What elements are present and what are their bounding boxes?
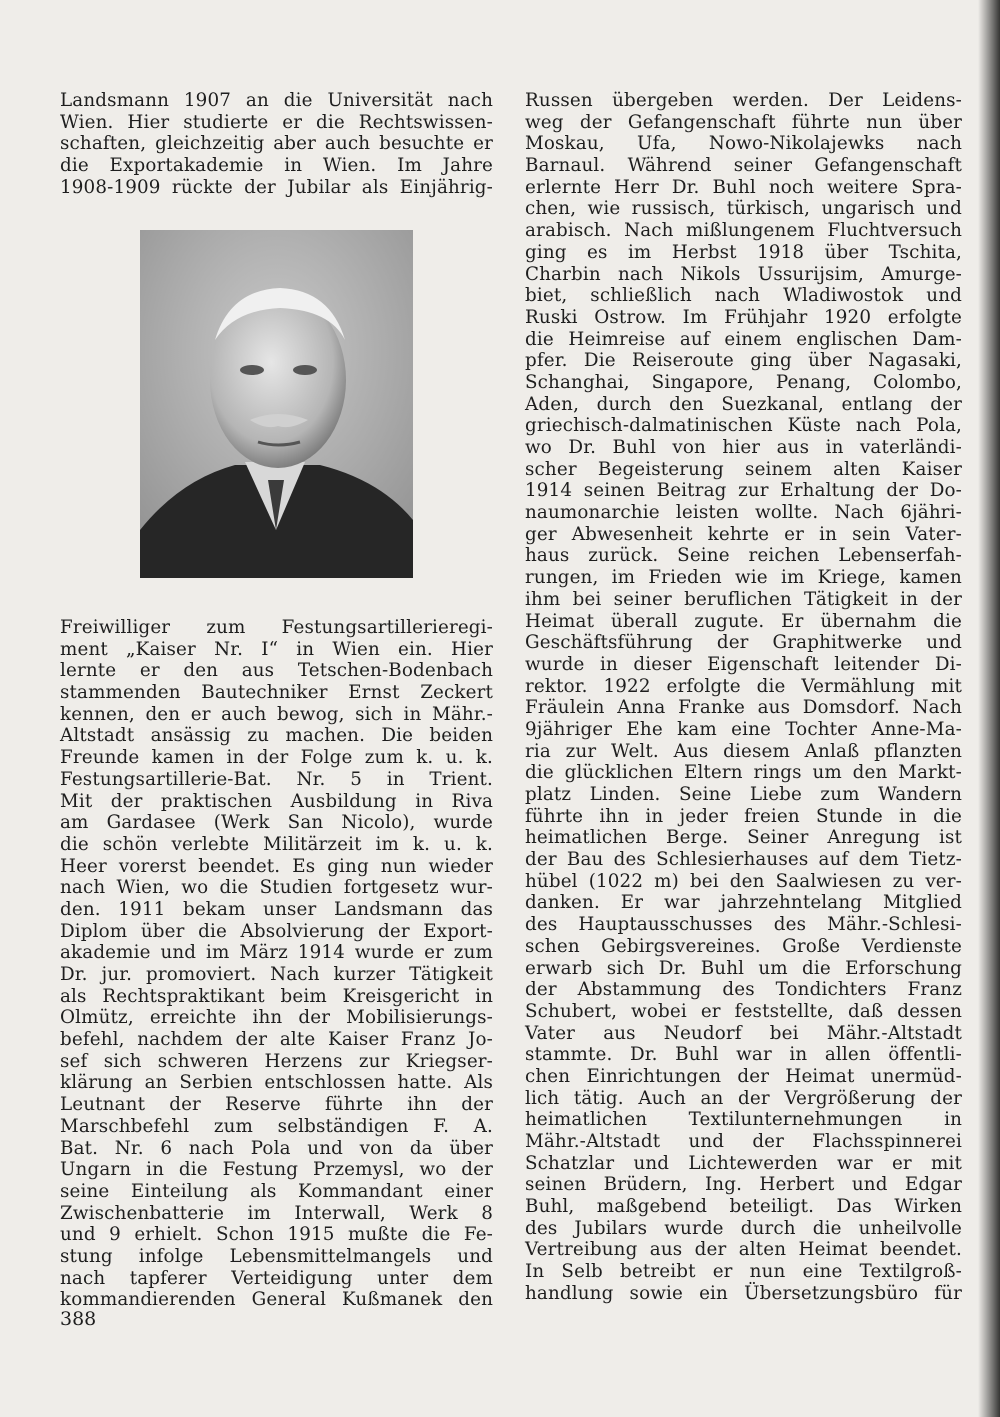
text-line: erwarb sich Dr. Buhl um die Erforschung [525,957,962,979]
text-line: seine Einteilung als Kommandant einer [60,1180,493,1202]
text-line: kommandierenden General Kußmanek den [60,1289,493,1311]
text-line: 1914 seinen Beitrag zur Erhaltung der Do- [525,480,962,502]
text-line: Marschbefehl zum selbständigen F. A. [60,1115,493,1137]
text-line: Charbin nach Nikols Ussurijsim, Amurge- [525,263,962,285]
text-line: sef sich schweren Herzens zur Kriegser- [60,1050,493,1072]
text-line: Freunde kamen in der Folge zum k. u. k. [60,747,493,769]
text-line: scher Begeisterung seinem alten Kaiser [525,458,962,480]
text-line: Altstadt ansässig zu machen. Die beiden [60,725,493,747]
text-line: ger Abwesenheit kehrte er in sein Vater- [525,523,962,545]
text-line: rektor. 1922 erfolgte die Vermählung mit [525,675,962,697]
left-column-top-text [60,90,493,198]
text-line: Freiwilliger zum Festungsartillerieregi- [60,617,493,638]
text-line: griechisch-dalmatinischen Küste nach Pola, [525,415,962,437]
text-line: akademie und im März 1914 wurde er zum [60,942,493,964]
text-line: Fräulein Anna Franke aus Domsdorf. Nach [525,697,962,719]
text-line: Leutnant der Reserve führte ihn der [60,1094,493,1116]
text-line: chen Einrichtungen der Heimat unermüd- [525,1065,962,1087]
text-line: pfer. Die Reiseroute ging über Nagasaki, [525,350,962,372]
text-line: lernte er den aus Tetschen-Bodenbach [60,660,493,682]
page-edge-shadow [978,0,1000,1417]
text-line: In Selb betreibt er nun eine Textilgroß- [525,1261,962,1283]
text-line: Schatzlar und Lichtewerden war er mit [525,1152,962,1174]
text-line: Mähr.-Altstadt und der Flachsspinnerei [525,1131,962,1152]
text-line: Mit der praktischen Ausbildung in Riva [60,790,493,812]
text-line: Moskau, Ufa, Nowo-Nikolajewks nach [525,133,962,155]
text-line: 1908-1909 rückte der Jubilar als Einjährig- [60,176,493,198]
text-line: die schön verlebte Militärzeit im k. u. k. [60,833,493,855]
text-line: ihm bei seiner beruflichen Tätigkeit in der [525,588,962,610]
text-line: Geschäftsführung der Graphitwerke und [525,632,962,654]
text-line: heimatlichen Berge. Seiner Anregung ist [525,827,962,849]
text-line: chen, wie russisch, türkisch, ungarisch und [525,198,962,220]
text-line: des Hauptausschusses des Mähr.-Schlesi- [525,914,962,936]
text-line: klärung an Serbien entschlossen hatte. Als [60,1072,493,1094]
text-line: Olmütz, erreichte ihn der Mobilisierungs- [60,1007,493,1029]
text-line: Vertreibung aus der alten Heimat beendet. [525,1239,962,1261]
text-line: schen Gebirgsvereines. Große Verdienste [525,935,962,957]
text-line: befehl, nachdem der alte Kaiser Franz Jo- [60,1029,493,1051]
text-line: Aden, durch den Suezkanal, entlang der [525,393,962,415]
text-line: ment „Kaiser Nr. I“ in Wien ein. Hier [60,638,493,660]
text-line: Zwischenbatterie im Interwall, Werk 8 [60,1202,493,1224]
text-line: wurde in dieser Eigenschaft leitender Di- [525,653,962,675]
text-line: stammenden Bautechniker Ernst Zeckert [60,682,493,704]
text-line: haus zurück. Seine reichen Lebenserfah- [525,545,962,567]
text-line: danken. Er war jahrzehntelang Mitglied [525,892,962,914]
text-line: Festungsartillerie-Bat. Nr. 5 in Trient. [60,768,493,790]
text-line: Diplom über die Absolvierung der Export- [60,920,493,942]
text-line: Dr. jur. promoviert. Nach kurzer Tätigkeit [60,964,493,985]
text-line: Vater aus Neudorf bei Mähr.-Altstadt [525,1022,962,1044]
text-line: naumonarchie leisten wollte. Nach 6jähri- [525,502,962,524]
right-column-text [525,90,962,1305]
text-line: lich tätig. Auch an der Vergrößerung der [525,1087,962,1109]
portrait-photo [140,230,413,578]
text-line: platz Linden. Seine Liebe zum Wandern [525,784,962,805]
text-line: Schubert, wobei er feststellte, daß dessen [525,1000,962,1022]
text-line: Wien. Hier studierte er die Rechtswissen- [60,111,493,133]
text-line: nach tapferer Verteidigung unter dem [60,1267,493,1289]
text-line: Bat. Nr. 6 nach Pola und von da über [60,1137,493,1159]
text-line: Russen übergeben werden. Der Leidens- [525,90,962,111]
text-line: Landsmann 1907 an die Universität nach [60,90,493,111]
text-line: die Heimreise auf einem englischen Dam- [525,328,962,350]
text-line: Schanghai, Singapore, Penang, Colombo, [525,371,962,393]
text-line: seinen Brüdern, Ing. Herbert und Edgar [525,1174,962,1196]
text-line: rungen, im Frieden wie im Kriege, kamen [525,567,962,589]
text-line: schaften, gleichzeitig aber auch besuchte er [60,133,493,155]
text-line: am Gardasee (Werk San Nicolo), wurde [60,812,493,834]
text-line: der Bau des Schlesierhauses auf dem Tietz- [525,849,962,871]
text-line: Barnaul. Während seiner Gefangenschaft [525,155,962,177]
text-line: Ruski Ostrow. Im Frühjahr 1920 erfolgte [525,306,962,328]
text-line: hübel (1022 m) bei den Saalwiesen zu ver- [525,870,962,892]
page-number: 388 [60,1308,97,1330]
text-line: handlung sowie ein Übersetzungsbüro für [525,1282,962,1304]
text-line: stung infolge Lebensmittelmangels und [60,1245,493,1267]
text-line: als Rechtspraktikant beim Kreisgericht in [60,985,493,1007]
text-line: des Jubilars wurde durch die unheilvolle [525,1217,962,1239]
text-line: ria zur Welt. Aus diesem Anlaß pflanzten [525,740,962,762]
text-line: den. 1911 bekam unser Landsmann das [60,898,493,920]
text-line: weg der Gefangenschaft führte nun über [525,111,962,133]
text-line: Heer vorerst beendet. Es ging nun wieder [60,855,493,877]
text-line: ging es im Herbst 1918 über Tschita, [525,241,962,263]
text-line: wo Dr. Buhl von hier aus in vaterländi- [525,437,962,458]
text-line: nach Wien, wo die Studien fortgesetz wur- [60,877,493,899]
text-line: und 9 erhielt. Schon 1915 mußte die Fe- [60,1224,493,1246]
text-line: heimatlichen Textilunternehmungen in [525,1109,962,1131]
text-line: die glücklichen Eltern rings um den Markt- [525,762,962,784]
text-line: Ungarn in die Festung Przemysl, wo der [60,1159,493,1181]
text-line: die Exportakademie in Wien. Im Jahre [60,155,493,177]
text-line: erlernte Herr Dr. Buhl noch weitere Spra- [525,176,962,198]
text-line: Buhl, maßgebend beteiligt. Das Wirken [525,1196,962,1218]
text-line: der Abstammung des Tondichters Franz [525,979,962,1001]
text-line: arabisch. Nach mißlungenem Fluchtversuch [525,220,962,242]
text-line: führte ihn in jeder freien Stunde in die [525,805,962,827]
text-line: biet, schließlich nach Wladiwostok und [525,285,962,307]
text-line: kennen, den er auch bewog, sich in Mähr.- [60,703,493,725]
text-line: Heimat überall zugute. Er übernahm die [525,610,962,632]
text-line: stammte. Dr. Buhl war in allen öffentli- [525,1044,962,1066]
left-column-bottom-text [60,617,493,1311]
text-line: 9jähriger Ehe kam eine Tochter Anne-Ma- [525,718,962,740]
